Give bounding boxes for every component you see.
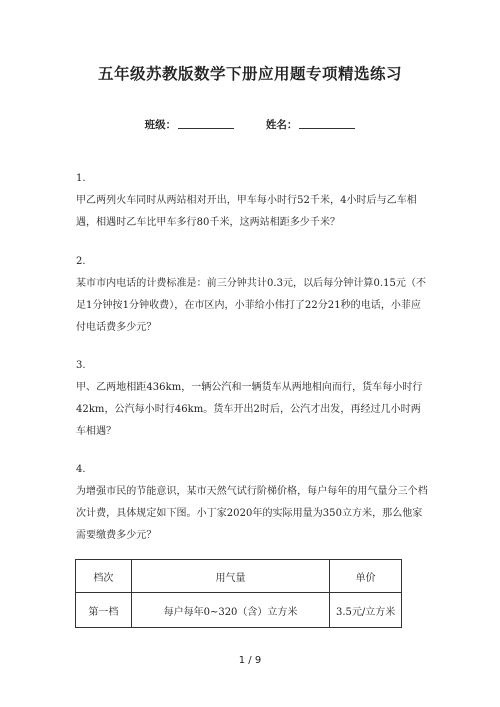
question-number: 3. [76, 360, 86, 371]
table-header-cell: 单价 [330, 560, 402, 593]
question-number: 4. [76, 464, 86, 475]
student-info [0, 117, 500, 132]
question-2 [76, 251, 428, 339]
class-field [145, 117, 235, 132]
class-blank[interactable] [178, 118, 234, 129]
question-text: 甲乙两列火车同时从两站相对开出，甲车每小时行52千米，4小时后与乙车相遇，相遇时乙车比甲车多行80千米，这两站相距多少千米？ [76, 195, 417, 228]
page-title: 五年级苏教版数学下册应用题专项精选练习 [97, 65, 402, 83]
table-header-row [76, 560, 402, 593]
table-cell: 每户每年0~320（含）立方米 [131, 593, 329, 628]
question-3 [76, 355, 428, 443]
question-number: 2. [76, 256, 86, 267]
table-header-cell: 用气量 [131, 560, 329, 593]
name-field [266, 117, 356, 132]
question-text: 某市市内电话的计费标准是：前三分钟共计0.3元，以后每分钟计算0.15元（不足1分钟按1分钟收费），在市区内，小菲给小伟打了22分21秒的电话，小菲应付电话费多少元？ [76, 278, 427, 333]
question-1 [76, 168, 428, 234]
table-cell: 第一档 [76, 593, 132, 628]
question-text: 为增强市民的节能意识，某市天然气试行阶梯价格，每户每年的用气量分三个档次计费，具体规定如下图。小丁家2020年的实际用量为350立方米，那么他家需要缴费多少元？ [76, 486, 428, 541]
name-blank[interactable] [299, 118, 355, 129]
question-text: 甲、乙两地相距436km，一辆公汽和一辆货车从两地相向而行，货车每小时行42km，公汽每小时行46km。货车开出2时后，公汽才出发，再经过几小时两车相遇？ [76, 382, 423, 437]
table-header-cell: 档次 [76, 560, 132, 593]
question-4 [76, 459, 428, 547]
page-number: 1 / 9 [238, 655, 262, 666]
gas-price-table [75, 559, 402, 628]
class-label: 班级： [144, 119, 177, 131]
question-number: 1. [76, 173, 86, 184]
table-row [76, 593, 402, 628]
table-cell: 3.5元/立方米 [330, 593, 402, 628]
name-label: 姓名： [265, 119, 298, 131]
